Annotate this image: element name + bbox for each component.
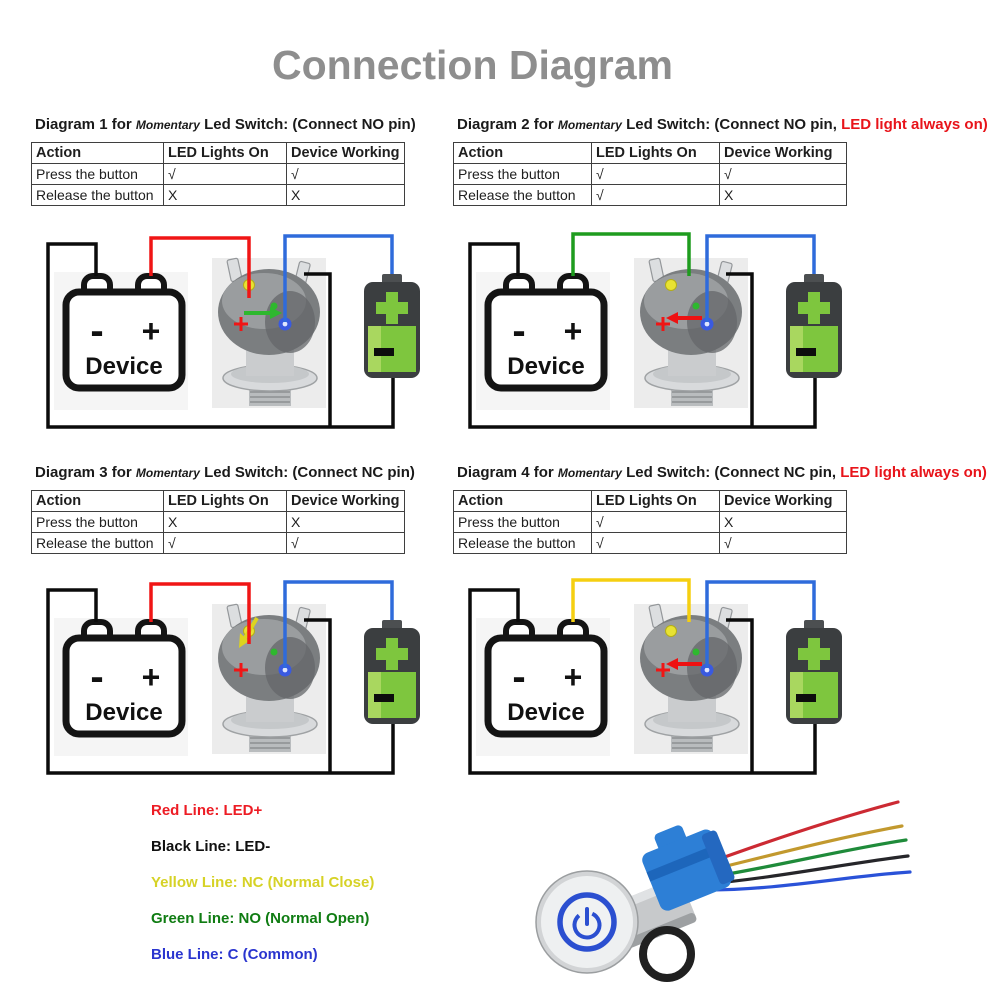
col-action: Action (32, 143, 164, 164)
col-device: Device Working (287, 491, 405, 512)
svg-text:Device: Device (85, 353, 163, 380)
page-title: Connection Diagram (272, 42, 673, 88)
table-row: Press the button √ √ (32, 164, 405, 185)
col-device: Device Working (720, 143, 847, 164)
svg-text:-: - (90, 309, 104, 353)
diagram-panel-3 (28, 460, 458, 805)
svg-text:+: + (563, 313, 583, 349)
table-row: Press the button √ X (454, 512, 847, 533)
svg-text:Device: Device (85, 699, 163, 726)
table-header-row (32, 491, 405, 512)
diagram-title-momentary: Momentary (135, 466, 200, 480)
legend-item-yellow-line: Yellow Line: NC (Normal Close) (151, 874, 375, 891)
svg-text:-: - (90, 655, 104, 699)
col-device: Device Working (720, 491, 847, 512)
legend-item-black-line: Black Line: LED- (151, 838, 271, 855)
svg-text:+: + (141, 659, 161, 695)
diagram-1-title (35, 116, 416, 133)
diagram-title-red-note: LED light always on) (841, 116, 988, 133)
truth-table-3 (31, 490, 405, 554)
svg-text:+: + (141, 313, 161, 349)
diagram-3-title (35, 464, 415, 481)
col-device: Device Working (287, 143, 405, 164)
table-header-row (454, 143, 847, 164)
legend-item-red-line: Red Line: LED+ (151, 802, 263, 819)
truth-table-1 (31, 142, 405, 206)
diagram-title-mid: Led Switch: (Connect NO pin) (204, 116, 416, 133)
photo-lead-wire (702, 826, 902, 872)
svg-text:Device: Device (507, 699, 585, 726)
diagram-panel-1 (28, 112, 458, 457)
table-row: Release the button X X (32, 185, 405, 206)
diagram-title-prefix: Diagram 2 for (457, 116, 554, 133)
svg-text:-: - (512, 655, 526, 699)
diagram-title-mid: Led Switch: (Connect NO pin, (626, 116, 837, 133)
table-row: Press the button √ √ (454, 164, 847, 185)
svg-text:-: - (512, 309, 526, 353)
table-header-row (32, 143, 405, 164)
diagram-title-prefix: Diagram 3 for (35, 464, 132, 481)
col-action: Action (32, 491, 164, 512)
o-ring (643, 930, 691, 978)
svg-text:+: + (563, 659, 583, 695)
col-led: LED Lights On (592, 491, 720, 512)
table-header-row (454, 491, 847, 512)
legend-item-blue-line: Blue Line: C (Common) (151, 946, 318, 963)
wiring-diagram-1 (28, 222, 448, 447)
diagram-2-title (457, 116, 988, 133)
truth-table-4 (453, 490, 847, 554)
diagram-title-mid: Led Switch: (Connect NC pin, (626, 464, 837, 481)
col-led: LED Lights On (164, 491, 287, 512)
col-led: LED Lights On (592, 143, 720, 164)
product-photo-led-switch (530, 782, 930, 997)
legend-item-green-line: Green Line: NO (Normal Open) (151, 910, 370, 927)
col-action: Action (454, 143, 592, 164)
diagram-title-red-note: LED light always on) (840, 464, 987, 481)
diagram-4-title (457, 464, 987, 481)
svg-text:Device: Device (507, 353, 585, 380)
wiring-diagram-4 (450, 568, 870, 793)
diagram-panel-4 (450, 460, 987, 805)
diagram-title-prefix: Diagram 1 for (35, 116, 132, 133)
truth-table-2 (453, 142, 847, 206)
diagram-title-mid: Led Switch: (Connect NC pin) (204, 464, 415, 481)
table-row: Press the button X X (32, 512, 405, 533)
table-row: Release the button √ √ (32, 533, 405, 554)
wiring-diagram-3 (28, 568, 448, 793)
wiring-diagram-2 (450, 222, 870, 447)
diagram-title-momentary: Momentary (135, 118, 200, 132)
col-action: Action (454, 491, 592, 512)
table-row: Release the button √ X (454, 185, 847, 206)
table-row: Release the button √ √ (454, 533, 847, 554)
diagram-title-prefix: Diagram 4 for (457, 464, 554, 481)
diagram-title-momentary: Momentary (557, 466, 622, 480)
col-led: LED Lights On (164, 143, 287, 164)
diagram-panel-2 (450, 112, 988, 457)
diagram-title-momentary: Momentary (557, 118, 622, 132)
